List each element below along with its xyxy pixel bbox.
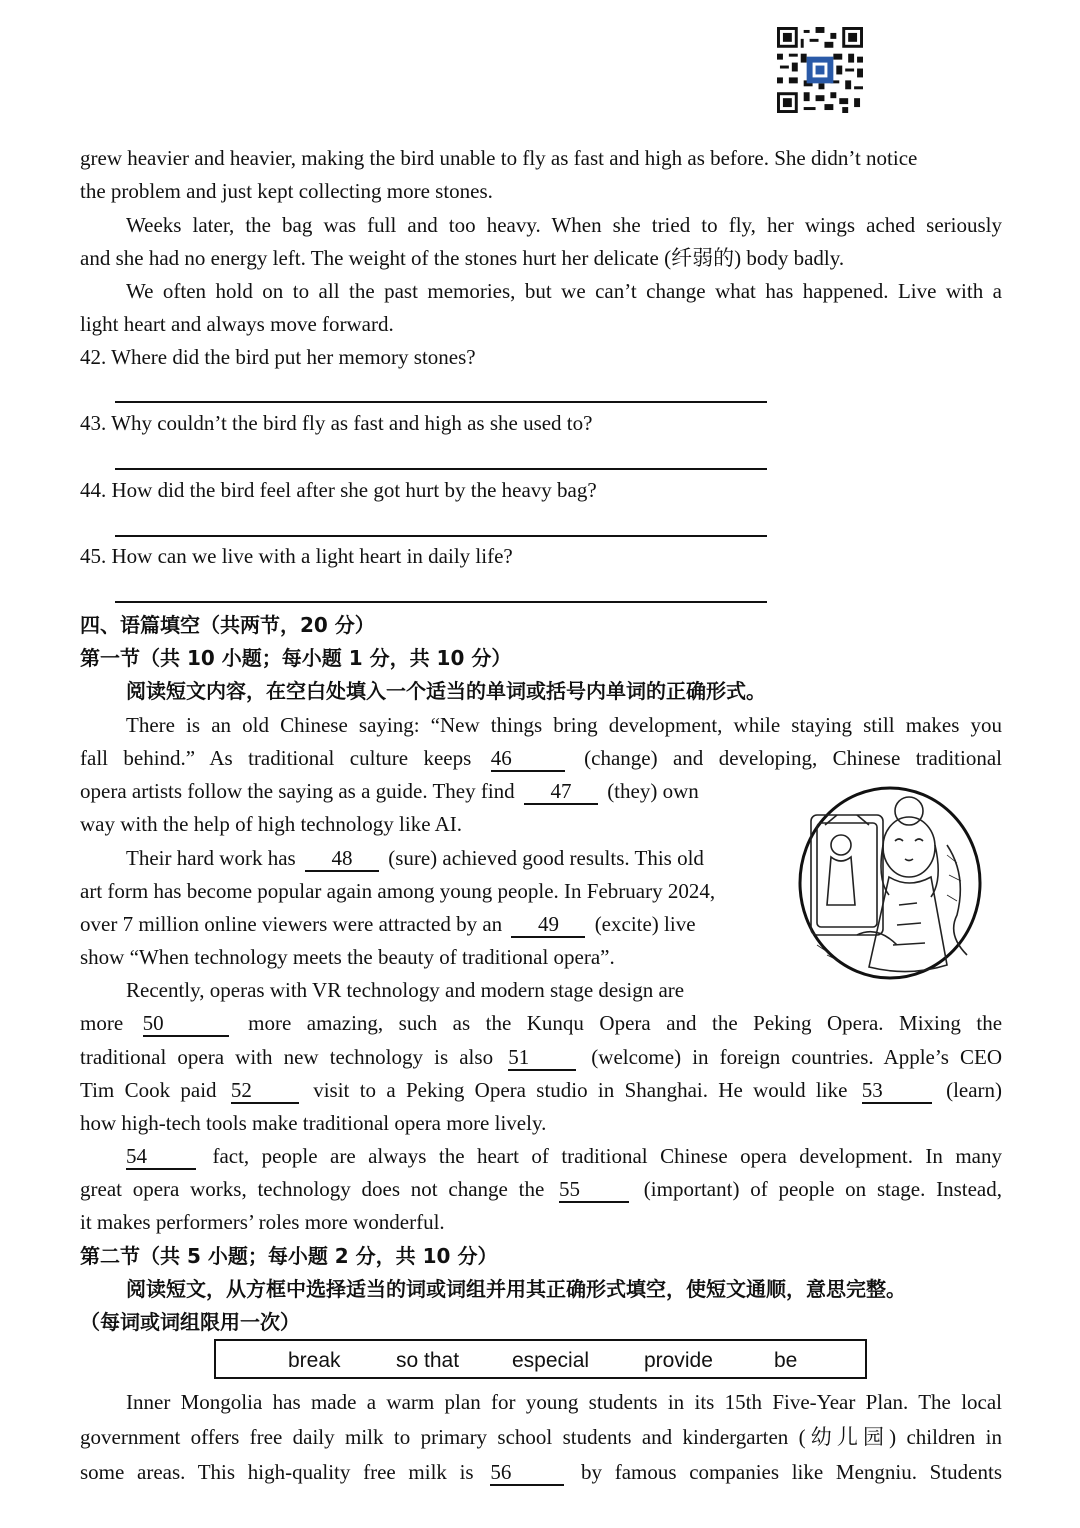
cloze-text: (excite) live [594, 912, 696, 936]
cloze-line [80, 1074, 1002, 1107]
blank-53[interactable]: 53 [862, 1078, 932, 1104]
cloze-text: (they) own [607, 779, 699, 803]
question-text: How did the bird feel after she got hurt by the heavy bag? [111, 478, 597, 502]
cloze-line [80, 775, 780, 808]
question-42 [80, 341, 476, 374]
cloze-text: great opera works, technology does not change the [80, 1177, 545, 1201]
answer-line-45[interactable] [115, 601, 767, 603]
cloze-line [126, 1140, 1002, 1173]
word-option: provide [644, 1349, 713, 1372]
blank-50[interactable]: 50 [143, 1011, 229, 1037]
cloze-text: opera artists follow the saying as a guide. They find [80, 779, 515, 803]
cloze-line: show “When technology meets the beauty of traditional opera”. [80, 945, 615, 969]
passage-line: light heart and always move forward. [80, 312, 394, 336]
blank-54[interactable]: 54 [126, 1144, 196, 1170]
section-heading: 四、语篇填空（共两节，20 分） [80, 613, 375, 637]
cloze-text: more [80, 1011, 124, 1035]
cloze-text: traditional opera with new technology is also [80, 1045, 494, 1069]
question-45 [80, 540, 513, 573]
passage-line: the problem and just kept collecting more stones. [80, 179, 493, 203]
cloze-text: (learn) [946, 1078, 1003, 1102]
part2-heading: 第二节（共 5 小题；每小题 2 分，共 10 分） [80, 1244, 498, 1268]
opera-illustration [797, 785, 983, 981]
cloze-line: it makes performers’ roles more wonderful. [80, 1210, 445, 1234]
cloze-text: Tim Cook paid [80, 1078, 217, 1102]
cloze2-line: government offers free daily milk to primary school students and kindergarten (幼儿园) children in [80, 1425, 1002, 1449]
answer-line-42[interactable] [115, 401, 767, 403]
cloze-text: Their hard work has [126, 846, 296, 870]
part1-instruction: 阅读短文内容，在空白处填入一个适当的单词或括号内单词的正确形式。 [126, 679, 766, 703]
cloze-line [80, 742, 1002, 775]
cloze-line: There is an old Chinese saying: “New things bring development, while staying still makes you [126, 713, 1002, 737]
blank-48[interactable]: 48 [305, 846, 379, 872]
blank-49[interactable]: 49 [511, 912, 585, 938]
cloze-line [80, 1173, 1002, 1206]
cloze-text: fact, people are always the heart of traditional Chinese opera development. In many [212, 1144, 1002, 1168]
cloze-text: over 7 million online viewers were attracted by an [80, 912, 503, 936]
question-text: Why couldn’t the bird fly as fast and high as she used to? [111, 411, 593, 435]
cloze-text: (change) and developing, Chinese traditional [584, 746, 1003, 770]
cloze-text: by famous companies like Mengniu. Students [581, 1460, 1003, 1484]
blank-52[interactable]: 52 [231, 1078, 299, 1104]
word-option: so that [396, 1349, 460, 1372]
blank-47[interactable]: 47 [524, 779, 598, 805]
question-number: 43. [80, 411, 107, 435]
cloze-line: way with the help of high technology like AI. [80, 812, 463, 836]
qr-code-icon [777, 27, 863, 113]
cloze-line [80, 1041, 1002, 1074]
part2-instruction: 阅读短文，从方框中选择适当的词或词组并用其正确形式填空，使短文通顺，意思完整。 [126, 1277, 906, 1301]
question-number: 45. [80, 544, 107, 568]
question-number: 44. [80, 478, 107, 502]
blank-56[interactable]: 56 [490, 1460, 564, 1486]
cloze2-line: Inner Mongolia has made a warm plan for young students in its 15th Five-Year Plan. The local [126, 1390, 1002, 1414]
part1-heading: 第一节（共 10 小题；每小题 1 分，共 10 分） [80, 646, 512, 670]
word-option: be [774, 1349, 798, 1372]
cloze-line: how high-tech tools make traditional opera more lively. [80, 1111, 547, 1135]
question-43 [80, 407, 592, 440]
passage-line: Weeks later, the bag was full and too heavy. When she tried to fly, her wings ached seriously [126, 213, 1002, 237]
cloze-line: Recently, operas with VR technology and modern stage design are [126, 978, 685, 1002]
word-box [214, 1339, 867, 1379]
answer-line-43[interactable] [115, 468, 767, 470]
question-44 [80, 474, 597, 507]
question-number: 42. [80, 345, 107, 369]
cloze-text: (welcome) in foreign countries. Apple’s CEO [591, 1045, 1002, 1069]
answer-line-44[interactable] [115, 535, 767, 537]
passage-line: and she had no energy left. The weight of the stones hurt her delicate (纤弱的) body badly. [80, 246, 845, 270]
word-option: break [288, 1349, 341, 1372]
blank-55[interactable]: 55 [559, 1177, 629, 1203]
cloze-text: visit to a Peking Opera studio in Shanghai. He would like [313, 1078, 848, 1102]
cloze-text: some areas. This high-quality free milk is [80, 1460, 474, 1484]
passage-line: We often hold on to all the past memories, but we can’t change what has happened. Live with a [126, 279, 1002, 303]
cloze-text: (important) of people on stage. Instead, [643, 1177, 1002, 1201]
blank-51[interactable]: 51 [508, 1045, 576, 1071]
cloze-text: (sure) achieved good results. This old [388, 846, 704, 870]
word-option: especial [512, 1349, 590, 1372]
part2-note: （每词或词组限用一次） [80, 1310, 300, 1334]
cloze-line [80, 1007, 1002, 1040]
question-text: How can we live with a light heart in daily life? [111, 544, 513, 568]
question-text: Where did the bird put her memory stones? [111, 345, 476, 369]
cloze-text: more amazing, such as the Kunqu Opera and the Peking Opera. Mixing the [248, 1011, 1003, 1035]
passage-line: grew heavier and heavier, making the bird unable to fly as fast and high as before. She didn’t notice [80, 146, 918, 170]
cloze-line: art form has become popular again among young people. In February 2024, [80, 879, 716, 903]
blank-46[interactable]: 46 [491, 746, 565, 772]
cloze2-line [80, 1456, 1002, 1489]
cloze-text: fall behind.” As traditional culture keeps [80, 746, 472, 770]
